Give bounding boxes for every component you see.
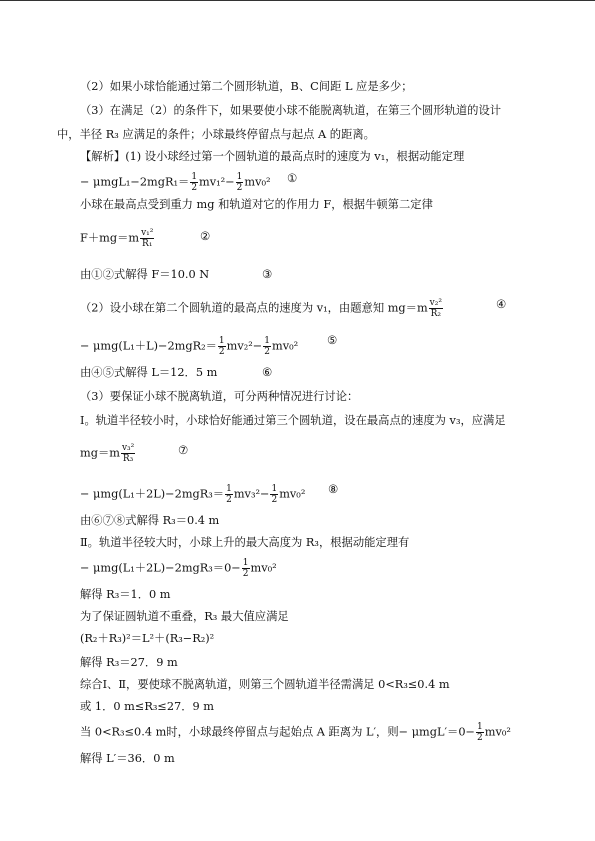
- result-6: 解得 L′＝36．0 m: [80, 752, 175, 765]
- case-1-text: Ⅰ。轨道半径较小时，小球恰好能通过第三个圆轨道，设在最高点的速度为 v₃，应满足: [80, 414, 506, 427]
- eq2-fraction: $\frac{\text{v₁²}}{\text{R₁}}$: [141, 228, 154, 249]
- circle-label-5: ⑤: [327, 334, 338, 347]
- equation-7: mg＝m $\frac{\text{v₃²}}{\text{R₃}}$: [80, 443, 135, 464]
- page-top-rule: [0, 0, 595, 1]
- half-fraction: $\frac{1}{2}$: [477, 722, 483, 743]
- half-fraction: $\frac{1}{2}$: [191, 172, 198, 193]
- summary-line-1: 综合Ⅰ、Ⅱ，要使球不脱离轨道，则第三个圆轨道半径需满足 0<R₃≤0.4 m: [80, 678, 450, 691]
- half-fraction: $\frac{1}{2}$: [236, 172, 243, 193]
- overlap-condition: 为了保证圆轨道不重叠，R₃ 最大值应满足: [80, 610, 289, 623]
- equation-9: − μmg(L₁＋2L)−2mgR₃＝0− $\frac{1}{2}$ mv₀²: [80, 558, 277, 579]
- circle-label-6: ⑥: [262, 366, 273, 379]
- case-2-text: Ⅱ。轨道半径较大时，小球上升的最大高度为 R₃，根据动能定理有: [80, 536, 410, 549]
- eq2-lhs: F＋mg＝m: [80, 231, 140, 245]
- half-fraction: $\frac{1}{2}$: [226, 484, 232, 505]
- solution-step-3: （2）设小球在第二个圆轨道的最高点的速度为 v₁，由题意知 mg＝m $\frac{\text{v₂²}}{\text{R₂}}$: [80, 298, 442, 319]
- eq7-fraction: $\frac{\text{v₃²}}{\text{R₃}}$: [121, 443, 135, 464]
- circle-label-7: ⑦: [178, 444, 189, 457]
- result-2: 由④⑤式解得 L＝12．5 m: [80, 366, 218, 379]
- equation-2: [80, 228, 155, 249]
- half-fraction: $\frac{1}{2}$: [264, 336, 271, 357]
- result-5: 解得 R₃＝27．9 m: [80, 656, 178, 669]
- circle-label-1: ①: [287, 172, 298, 185]
- solution-step-1: 【解析】(1) 设小球经过第一个圆轨道的最高点时的速度为 v₁，根据动能定理: [80, 150, 465, 163]
- solution-step-2: 小球在最高点受到重力 mg 和轨道对它的作用力 F，根据牛顿第二定律: [80, 198, 433, 211]
- circle-label-3: ③: [262, 268, 273, 281]
- question-3-line2: 中，半径 R₃ 应满足的条件；小球最终停留点与起点 A 的距离。: [57, 128, 375, 141]
- summary-line-2: 或 1．0 m≤R₃≤27．9 m: [80, 700, 214, 713]
- result-4: 解得 R₃＝1．0 m: [80, 588, 171, 601]
- equation-8: − μmg(L₁＋2L)−2mgR₃＝ $\frac{1}{2}$ mv₃²− $\frac{1}{2}$ mv₀²: [80, 484, 306, 505]
- eq1-end: mv₀²: [244, 175, 271, 189]
- eq1-lhs: − μmgL₁−2mgR₁＝: [80, 175, 190, 189]
- circle-label-8: ⑧: [328, 483, 339, 496]
- equation-1: [80, 172, 271, 193]
- circle-label-2: ②: [200, 230, 211, 243]
- question-3-line1: （3）在满足（2）的条件下，如果要使小球不能脱离轨道，在第三个圆形轨道的设计: [80, 104, 502, 117]
- eq1-mid: mv₁²−: [199, 175, 235, 189]
- s3-fraction: $\frac{\text{v₂²}}{\text{R₂}}$: [429, 298, 442, 319]
- question-2: （2）如果小球恰能通过第二个圆形轨道，B、C间距 L 应是多少；: [80, 80, 413, 93]
- result-3: 由⑥⑦⑧式解得 R₃＝0.4 m: [80, 514, 220, 527]
- equation-10: (R₂＋R₃)²＝L²＋(R₃−R₂)²: [80, 632, 215, 645]
- half-fraction: $\frac{1}{2}$: [271, 484, 278, 505]
- solution-step-4: （3）要保证小球不脱离轨道，可分两种情况进行讨论：: [80, 390, 359, 403]
- final-condition: 当 0<R₃≤0.4 m时，小球最终停留点与起始点 A 距离为 L′，则− μmgL′＝0− $\frac{1}{2}$ mv₀²: [80, 722, 511, 743]
- equation-5: − μmg(L₁＋L)−2mgR₂＝ $\frac{1}{2}$ mv₂²− $\frac{1}{2}$ mv₀²: [80, 336, 299, 357]
- half-fraction: $\frac{1}{2}$: [218, 336, 225, 357]
- half-fraction: $\frac{1}{2}$: [242, 558, 249, 579]
- result-1: 由①②式解得 F＝10.0 N: [80, 268, 210, 281]
- circle-label-4: ④: [496, 298, 507, 311]
